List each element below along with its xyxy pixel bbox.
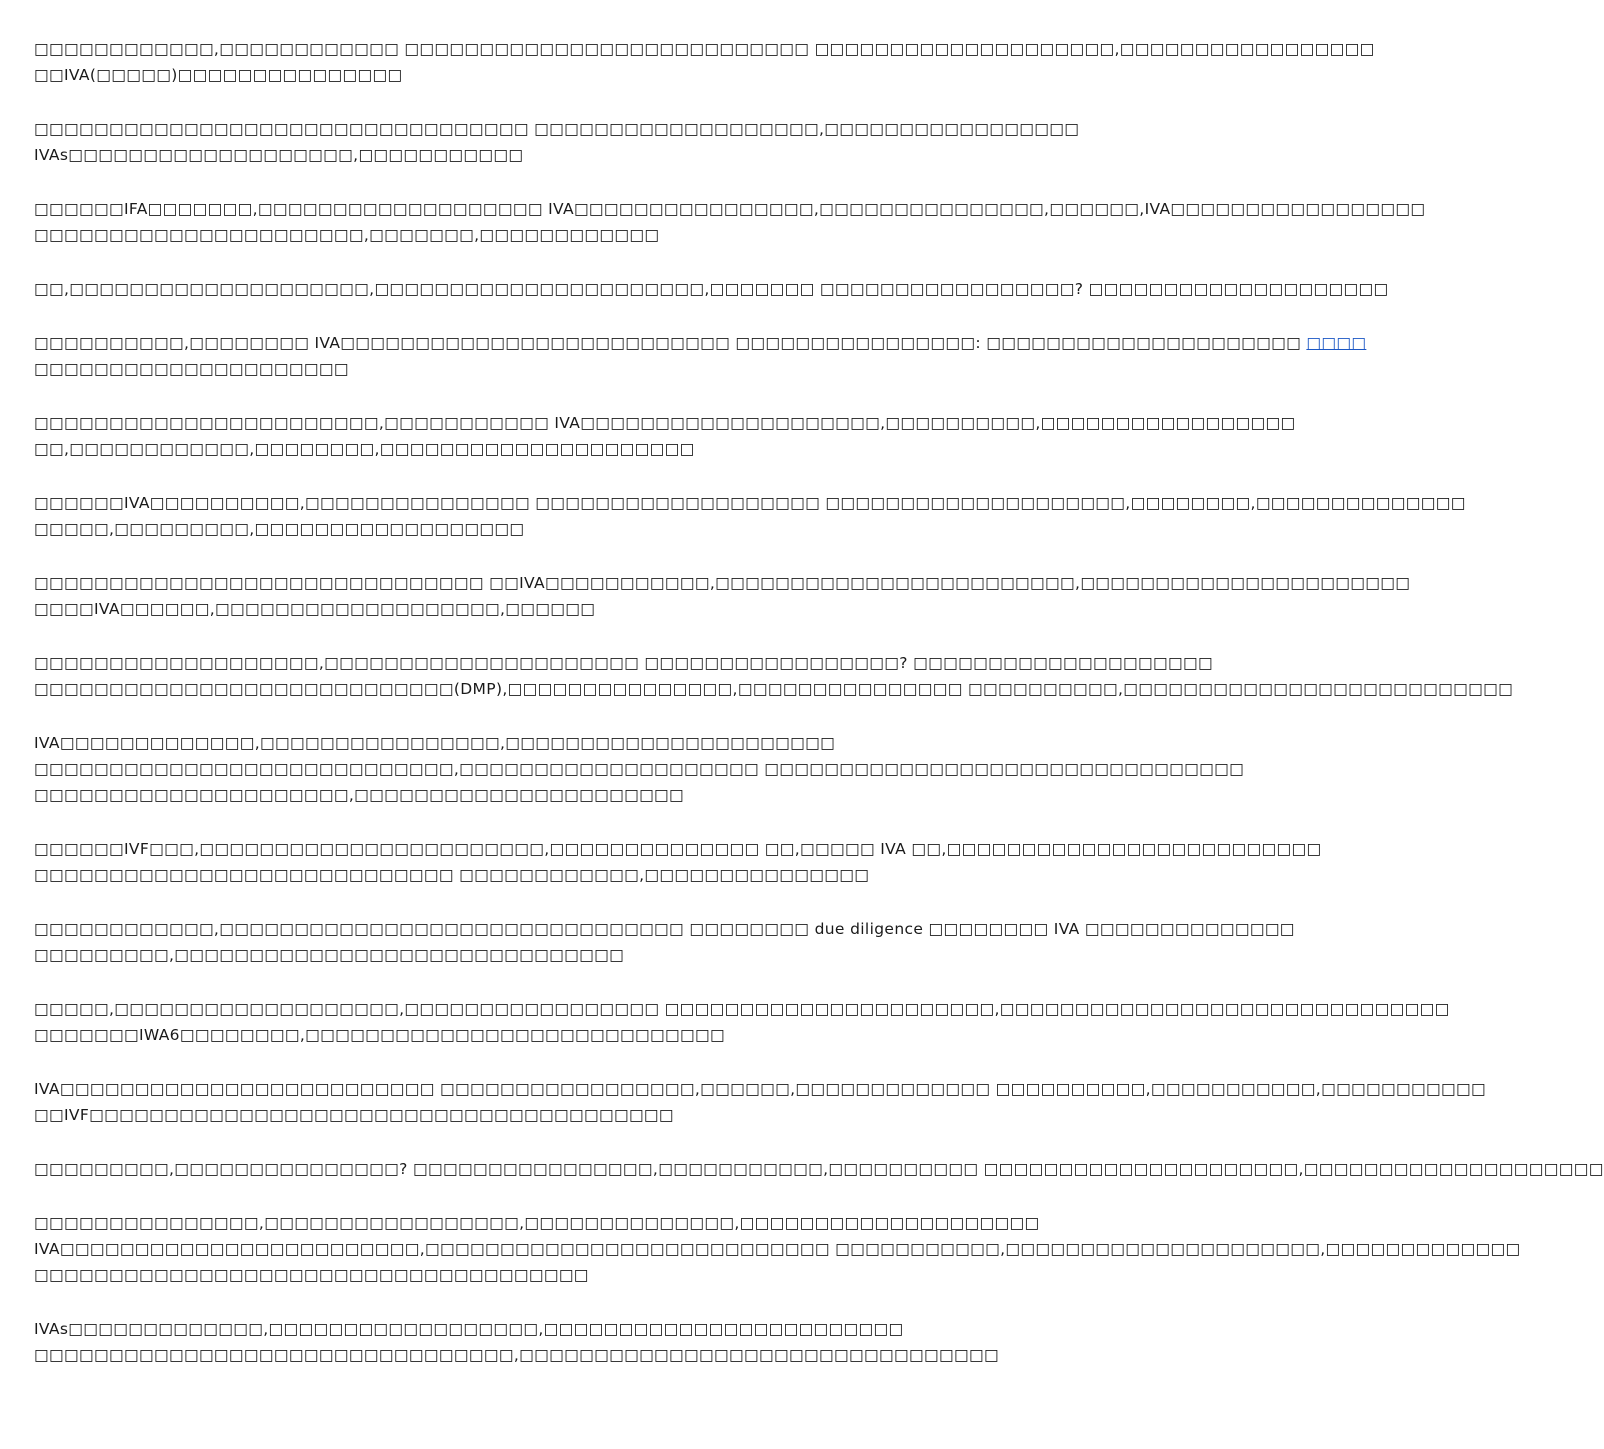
paragraph-line: □□□□□□□□□□□□,□□□□□□□□□□□□□□□□□□□□□□□□□□□□□□□ □□□□□□□□ due diligence □□□□□□□□ IVA □□□□□□□□□□□□□□ <box>34 920 1295 938</box>
paragraph-line: □□□□□□IVA□□□□□□□□□□,□□□□□□□□□□□□□□□ □□□□□□□□□□□□□□□□□□□ □□□□□□□□□□□□□□□□□□□□,□□□□□□□□,□□□□□□□□□□□□□□ <box>34 494 1466 512</box>
paragraph-line: □□□□□□IFA□□□□□□□,□□□□□□□□□□□□□□□□□□□ IVA□□□□□□□□□□□□□□□□,□□□□□□□□□□□□□□□,□□□□□□,IVA□□□□□□□□□□□□□□□□□ <box>34 200 1426 218</box>
paragraph-line: □□□□□□□□□□□□□□□□□□□□□□□□□□□□(DMP),□□□□□□□□□□□□□□□,□□□□□□□□□□□□□□□ □□□□□□□□□□,□□□□□□□□□□□□□□□□□□□□□□□□□□ <box>34 680 1514 698</box>
paragraph-line: □□□□□□□□□□□□□□□□□□□□□□□□□□□□ □□□□□□□□□□□□,□□□□□□□□□□□□□□□ <box>34 866 870 884</box>
paragraph <box>34 116 1080 168</box>
paragraph <box>34 650 1514 702</box>
paragraph <box>34 330 1367 382</box>
paragraph-line: □□□□□□□□□□□□□□□,□□□□□□□□□□□□□□□□□,□□□□□□□□□□□□□□,□□□□□□□□□□□□□□□□□□□□ <box>34 1214 1040 1232</box>
paragraph <box>34 916 1295 968</box>
paragraph-line: IVAs□□□□□□□□□□□□□,□□□□□□□□□□□□□□□□□□,□□□□□□□□□□□□□□□□□□□□□□□□ <box>34 1320 904 1338</box>
paragraph <box>34 570 1411 622</box>
paragraph-line: □□□□□□□□□□□□□□□□□□□,□□□□□□□□□□□□□□□□□□□□□ □□□□□□□□□□□□□□□□□? □□□□□□□□□□□□□□□□□□□□ <box>34 654 1214 672</box>
paragraph <box>34 196 1426 248</box>
paragraph-line: □□□□□□□□□□□□□□□□□□□□□□,□□□□□□□,□□□□□□□□□□□□ <box>34 226 660 244</box>
paragraph <box>34 1316 999 1368</box>
paragraph-line: □□□□□□□□□,□□□□□□□□□□□□□□□? □□□□□□□□□□□□□□□□,□□□□□□□□□□□,□□□□□□□□□□ □□□□□□□□□□□□□□□□□□□□□,□□□□□□□□□□□□□□□□□□□□ <box>34 1160 1604 1178</box>
paragraph-line: □□□□□□□□□□,□□□□□□□□ IVA□□□□□□□□□□□□□□□□□□□□□□□□□□ □□□□□□□□□□□□□□□□: □□□□□□□□□□□□□□□□□□□□□ □□□□ <box>34 334 1367 352</box>
paragraph-line: □□IVA(□□□□□)□□□□□□□□□□□□□□□ <box>34 66 403 84</box>
paragraph-line: □□□□□,□□□□□□□□□□□□□□□□□□□,□□□□□□□□□□□□□□□□□ □□□□□□□□□□□□□□□□□□□□□□,□□□□□□□□□□□□□□□□□□□□□□□□□□□□□□ <box>34 1000 1450 1018</box>
paragraph-line: IVA□□□□□□□□□□□□□□□□□□□□□□□□□ □□□□□□□□□□□□□□□□□,□□□□□□,□□□□□□□□□□□□□ □□□□□□□□□□,□□□□□□□□□□□,□□□□□□□□□□□ <box>34 1080 1487 1098</box>
paragraph-line: □□□□□□□□□□□□□□□□□□□□□□□□□□□□□□□□□□□□□ <box>34 1266 589 1284</box>
paragraph-line: IVA□□□□□□□□□□□□□,□□□□□□□□□□□□□□□□,□□□□□□□□□□□□□□□□□□□□□□ <box>34 734 836 752</box>
paragraph-line: □□□□□□□IWA6□□□□□□□□,□□□□□□□□□□□□□□□□□□□□□□□□□□□□ <box>34 1026 725 1044</box>
paragraph <box>34 1076 1487 1128</box>
paragraph-line: □□,□□□□□□□□□□□□□□□□□□□□,□□□□□□□□□□□□□□□□□□□□□□,□□□□□□□ □□□□□□□□□□□□□□□□□? □□□□□□□□□□□□□□□□□□□□ <box>34 280 1389 298</box>
paragraph-line: □□□□□□□□□□□□□□□□□□□□□□□,□□□□□□□□□□□ IVA□□□□□□□□□□□□□□□□□□□□,□□□□□□□□□□,□□□□□□□□□□□□□□□□□ <box>34 414 1296 432</box>
paragraph-line: □□□□□□□□□□□□□□□□□□□□□□□□□□□□□□□□,□□□□□□□□□□□□□□□□□□□□□□□□□□□□□□□□ <box>34 1346 999 1364</box>
paragraph-line: □□□□□□□□□□□□□□□□□□□□□□□□□□□□□□□□□ □□□□□□□□□□□□□□□□□□□,□□□□□□□□□□□□□□□□□ <box>34 120 1080 138</box>
inline-link[interactable]: □□□□ <box>1306 334 1367 352</box>
paragraph-line: □□□□□,□□□□□□□□□,□□□□□□□□□□□□□□□□□□ <box>34 520 525 538</box>
paragraph-line: IVAs□□□□□□□□□□□□□□□□□□□,□□□□□□□□□□□ <box>34 146 524 164</box>
paragraph-line: □□□□□□IVF□□□,□□□□□□□□□□□□□□□□□□□□□□□,□□□□□□□□□□□□□□ □□,□□□□□ IVA □□,□□□□□□□□□□□□□□□□□□□□□□□□□ <box>34 840 1322 858</box>
paragraph <box>34 410 1296 462</box>
paragraph-line: IVA□□□□□□□□□□□□□□□□□□□□□□□□,□□□□□□□□□□□□□□□□□□□□□□□□□□□ □□□□□□□□□□□,□□□□□□□□□□□□□□□□□□□□□,□□□□□□□□□□□□□ <box>34 1240 1521 1258</box>
paragraph-line: □□□□□□□□□□□□□□□□□□□□□,□□□□□□□□□□□□□□□□□□□□□□ <box>34 786 685 804</box>
paragraph <box>34 996 1450 1048</box>
paragraph <box>34 836 1322 888</box>
paragraph-line: □□,□□□□□□□□□□□□,□□□□□□□□,□□□□□□□□□□□□□□□□□□□□□ <box>34 440 695 458</box>
paragraph-line: □□□□□□□□□□□□□□□□□□□□□□□□□□□□□□ □□IVA□□□□□□□□□□□,□□□□□□□□□□□□□□□□□□□□□□□□,□□□□□□□□□□□□□□□□□□□□□□ <box>34 574 1411 592</box>
paragraph <box>34 36 1375 88</box>
paragraph-line: □□□□□□□□□,□□□□□□□□□□□□□□□□□□□□□□□□□□□□□□ <box>34 946 625 964</box>
paragraph <box>34 1156 1604 1182</box>
paragraph-line: □□IVF□□□□□□□□□□□□□□□□□□□□□□□□□□□□□□□□□□□□□□□ <box>34 1106 674 1124</box>
document-body <box>34 36 1604 1396</box>
paragraph <box>34 730 1245 808</box>
paragraph <box>34 1210 1521 1288</box>
paragraph <box>34 490 1466 542</box>
paragraph-line: □□□□□□□□□□□□□□□□□□□□□ <box>34 360 349 378</box>
paragraph-line: □□□□□□□□□□□□,□□□□□□□□□□□□ □□□□□□□□□□□□□□□□□□□□□□□□□□□ □□□□□□□□□□□□□□□□□□□□,□□□□□□□□□□□□□□□□□ <box>34 40 1375 58</box>
paragraph <box>34 276 1389 302</box>
paragraph-line: □□□□IVA□□□□□□,□□□□□□□□□□□□□□□□□□□,□□□□□□ <box>34 600 596 618</box>
paragraph-line: □□□□□□□□□□□□□□□□□□□□□□□□□□□□,□□□□□□□□□□□□□□□□□□□□ □□□□□□□□□□□□□□□□□□□□□□□□□□□□□□□□ <box>34 760 1245 778</box>
